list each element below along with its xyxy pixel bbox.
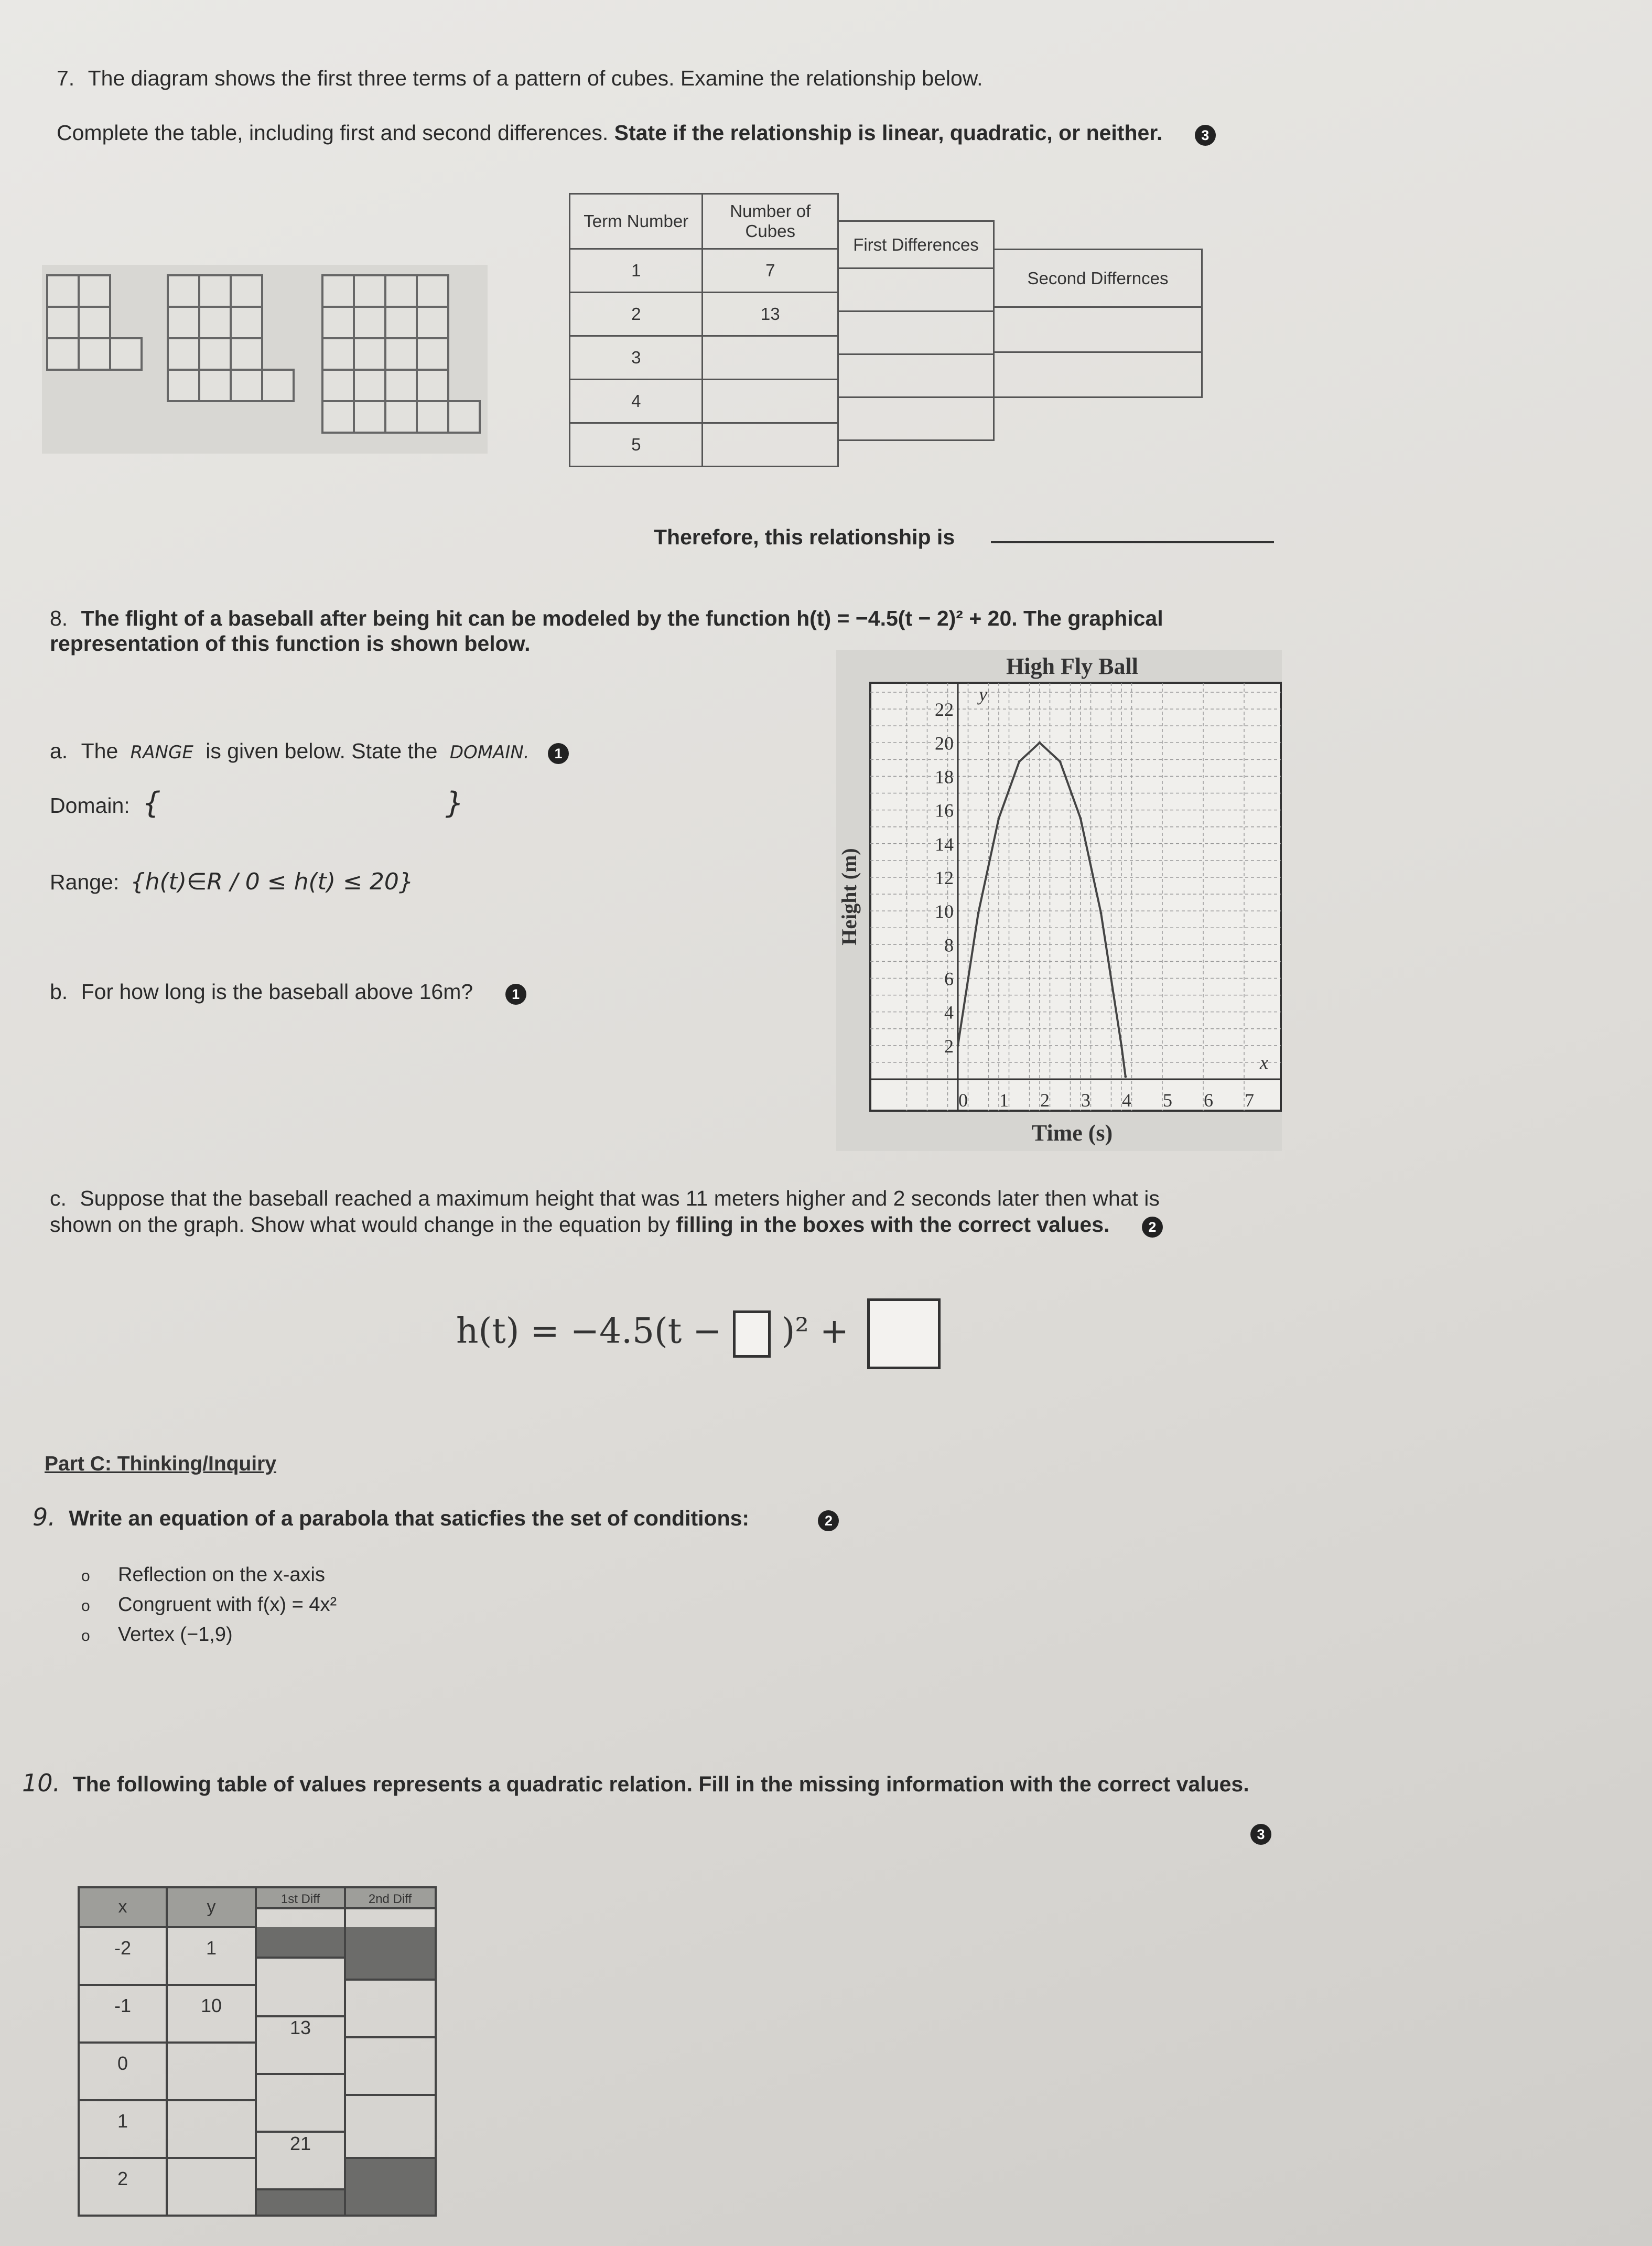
q10-x-4: 1 (117, 2110, 128, 2132)
chart-x-tick-label: 5 (1163, 1090, 1172, 1111)
chart-data-point (1124, 1076, 1127, 1078)
chart-data-point (977, 912, 980, 915)
q8c-label: c. (50, 1186, 67, 1210)
q8c-line2-bold: filling in the boxes with the correct values. (676, 1212, 1110, 1237)
q10-first-diff-4: 21 (289, 2133, 311, 2154)
q8a-label: a. (50, 739, 68, 763)
q8b-label: b. (50, 980, 68, 1004)
q7-second-diff-table (993, 249, 1203, 398)
q9-marks-badge: 2 (818, 1510, 839, 1531)
q8a-range-label: Range: (50, 870, 120, 894)
q10-text: The following table of values represents a quadratic relation. Fill in the missing information with the correct values. (72, 1772, 1249, 1796)
q10-table-svg (78, 1886, 437, 2217)
q7-cubes-3[interactable] (703, 336, 838, 380)
chart-y-tick-label: 16 (935, 800, 954, 821)
q7-line1-text: The diagram shows the first three terms of a pattern of cubes. Examine the relationship below. (88, 66, 983, 90)
q10-x-3: 0 (117, 2052, 128, 2074)
q10-x-5: 2 (117, 2168, 128, 2189)
q7-marks-badge: 3 (1195, 125, 1216, 146)
q8a-prompt (50, 737, 569, 767)
q7-first-diff-4[interactable] (838, 397, 994, 440)
q8c-marks-badge: 2 (1142, 1217, 1163, 1238)
chart-y-axis-title: Height (m) (837, 848, 861, 945)
chart-data-point (1120, 1044, 1123, 1047)
q7-first-diff-table (837, 220, 995, 441)
q8-intro-line1-text: The flight of a baseball after being hit can be modeled by the function h(t) = −4.5(t − 2)² + 20. The graphical (81, 606, 1163, 630)
cube-term-1 (47, 275, 142, 370)
q7-line2-bold: State if the relationship is linear, quadratic, or neither. (614, 121, 1163, 145)
q8a-marks-badge: 1 (548, 743, 569, 764)
q7-term-5: 5 (570, 423, 703, 467)
chart-y-axis-letter: y (979, 684, 987, 705)
q8a-hand-domain: DOMAIN. (449, 742, 530, 763)
cube-pattern-svg (42, 265, 488, 454)
chart-x-axis-letter: x (1260, 1052, 1268, 1073)
q10-header-x: x (118, 1897, 127, 1917)
chart-y-tick-label: 4 (944, 1002, 954, 1023)
q8-intro (50, 604, 1256, 658)
q7-table-left (569, 193, 839, 467)
q10-prompt (22, 1769, 1249, 1798)
q8b-prompt (50, 977, 526, 1006)
q7-header-first-diff: First Differences (838, 221, 994, 268)
q9-prompt (33, 1503, 839, 1532)
chart-y-tick-label: 12 (935, 867, 954, 888)
q7-first-diff-3[interactable] (838, 354, 994, 397)
q7-header-cubes: Number of Cubes (703, 194, 838, 249)
q7-cubes-1: 7 (703, 249, 838, 293)
q8-intro-line2: representation of this function is shown below. (50, 631, 531, 655)
chart-data-point (1100, 912, 1103, 915)
q10-header-second-diff: 2nd Diff (368, 1892, 412, 1906)
q10-first-diff-2: 13 (289, 2017, 311, 2038)
cube-pattern-diagram (42, 265, 488, 454)
q10-number: 10. (22, 1769, 61, 1797)
chart-frame (870, 683, 1281, 1111)
q8c-line1-text: Suppose that the baseball reached a maximum height that was 11 meters higher and 2 seconds later then what is (80, 1186, 1160, 1210)
q7-term-4: 4 (570, 380, 703, 423)
q10-gray-cell-3 (256, 2189, 345, 2216)
high-fly-ball-chart (836, 650, 1282, 1151)
q8c-box-h[interactable] (733, 1310, 771, 1358)
q7-header-second-diff: Second Differnces (994, 250, 1202, 307)
q9-text: Write an equation of a parabola that saticfies the set of conditions: (69, 1506, 750, 1530)
q7-second-diff-1[interactable] (994, 307, 1202, 352)
q9-number: 9. (33, 1503, 56, 1531)
q7-cubes-4[interactable] (703, 380, 838, 423)
q8c-line1 (50, 1184, 1256, 1212)
q8c-eq-mid: )² + (781, 1310, 849, 1351)
q7-cubes-2: 13 (703, 293, 838, 336)
q7-header-term: Term Number (570, 194, 703, 249)
q10-gray-cell-1 (256, 1927, 345, 1958)
q10-header-first-diff: 1st Diff (280, 1892, 320, 1906)
q8c-line2 (50, 1210, 1256, 1239)
q10-gray-cell-4 (345, 2158, 436, 2216)
chart-data-point (1059, 760, 1062, 763)
q7-first-diff-1[interactable] (838, 268, 994, 311)
q8c-box-k[interactable] (867, 1298, 941, 1369)
q8a-range-row (50, 868, 414, 896)
q10-table (78, 1886, 437, 2217)
q7-line2-plain: Complete the table, including first and second differences. (57, 121, 609, 145)
chart-data-point (1079, 817, 1082, 820)
q7-line2 (57, 119, 1216, 147)
chart-svg (836, 650, 1282, 1151)
chart-x-tick-label: 2 (1040, 1090, 1050, 1111)
chart-data-point (998, 817, 1000, 820)
chart-y-tick-label: 18 (935, 766, 954, 788)
q8c-line2-plain: shown on the graph. Show what would change in the equation by (50, 1212, 670, 1237)
q8a-hand-range: RANGE (130, 742, 193, 763)
q10-x-1: -2 (114, 1937, 132, 1959)
chart-data-point (1039, 741, 1041, 744)
q7-number: 7. (57, 66, 75, 90)
q9-conditions (81, 1561, 337, 1650)
chart-x-tick-label: 1 (999, 1090, 1009, 1111)
q9-condition-2: o Congruent with f(x) = 4x² (81, 1594, 337, 1616)
q7-term-3: 3 (570, 336, 703, 380)
chart-x-tick-label: 0 (958, 1090, 968, 1111)
q7-conclusion (654, 523, 955, 551)
q10-marks-badge: 3 (1250, 1824, 1271, 1845)
q7-term-1: 1 (570, 249, 703, 293)
q8a-domain-label: Domain: (50, 793, 130, 818)
chart-y-tick-label: 2 (944, 1035, 954, 1057)
q8b-text: For how long is the baseball above 16m? (81, 980, 473, 1004)
q10-y-1: 1 (206, 1937, 217, 1959)
q8-intro-line1 (50, 604, 1256, 632)
chart-y-tick-label: 10 (935, 901, 954, 922)
q8a-text-mid: is given below. State the (206, 739, 438, 763)
q8a-domain-row (50, 786, 480, 820)
cube-term-3 (322, 275, 480, 433)
q7-cubes-5[interactable] (703, 423, 838, 467)
chart-x-tick-label: 6 (1204, 1090, 1213, 1111)
q7-conclusion-text: Therefore, this relationship is (654, 525, 955, 549)
q8c-eq-left: h(t) = −4.5(t − (456, 1310, 722, 1351)
chart-title: High Fly Ball (1006, 653, 1138, 679)
chart-data-point (1018, 760, 1021, 763)
chart-x-tick-label: 4 (1122, 1090, 1131, 1111)
chart-x-tick-label: 3 (1081, 1090, 1090, 1111)
chart-y-tick-label: 22 (935, 699, 954, 721)
q7-answer-blank[interactable] (991, 541, 1274, 543)
chart-y-tick-label: 8 (944, 934, 954, 956)
q10-gray-cell-2 (345, 1927, 436, 1980)
q8a-domain-close: } (445, 786, 465, 820)
q7-line1 (57, 64, 983, 92)
q8b-marks-badge: 1 (505, 984, 526, 1005)
q10-header-y: y (207, 1897, 216, 1917)
part-c-title: Part C: Thinking/Inquiry (45, 1453, 277, 1475)
q7-first-diff-2[interactable] (838, 311, 994, 354)
chart-x-axis-title: Time (s) (1031, 1120, 1113, 1146)
q10-x-2: -1 (114, 1995, 132, 2016)
chart-y-tick-label: 6 (944, 968, 954, 990)
q8a-range-value: {h(t)∈R / 0 ≤ h(t) ≤ 20} (130, 868, 414, 895)
chart-y-tick-label: 20 (935, 733, 954, 754)
q9-condition-3: o Vertex (−1,9) (81, 1624, 233, 1646)
q9-condition-1: o Reflection on the x-axis (81, 1564, 325, 1586)
chart-x-tick-label: 7 (1245, 1090, 1254, 1111)
q8-number: 8. (50, 606, 68, 630)
q8a-domain-open: { (142, 786, 161, 820)
q7-term-2: 2 (570, 293, 703, 336)
chart-y-tick-label: 14 (935, 833, 954, 855)
q8c-prompt (50, 1184, 1256, 1239)
cube-term-2 (168, 275, 294, 401)
q8a-text-pre: The (81, 739, 118, 763)
q10-y-2: 10 (200, 1995, 222, 2016)
q8c-equation (456, 1298, 941, 1369)
q7-second-diff-2[interactable] (994, 352, 1202, 397)
chart-data-point (957, 1044, 959, 1047)
